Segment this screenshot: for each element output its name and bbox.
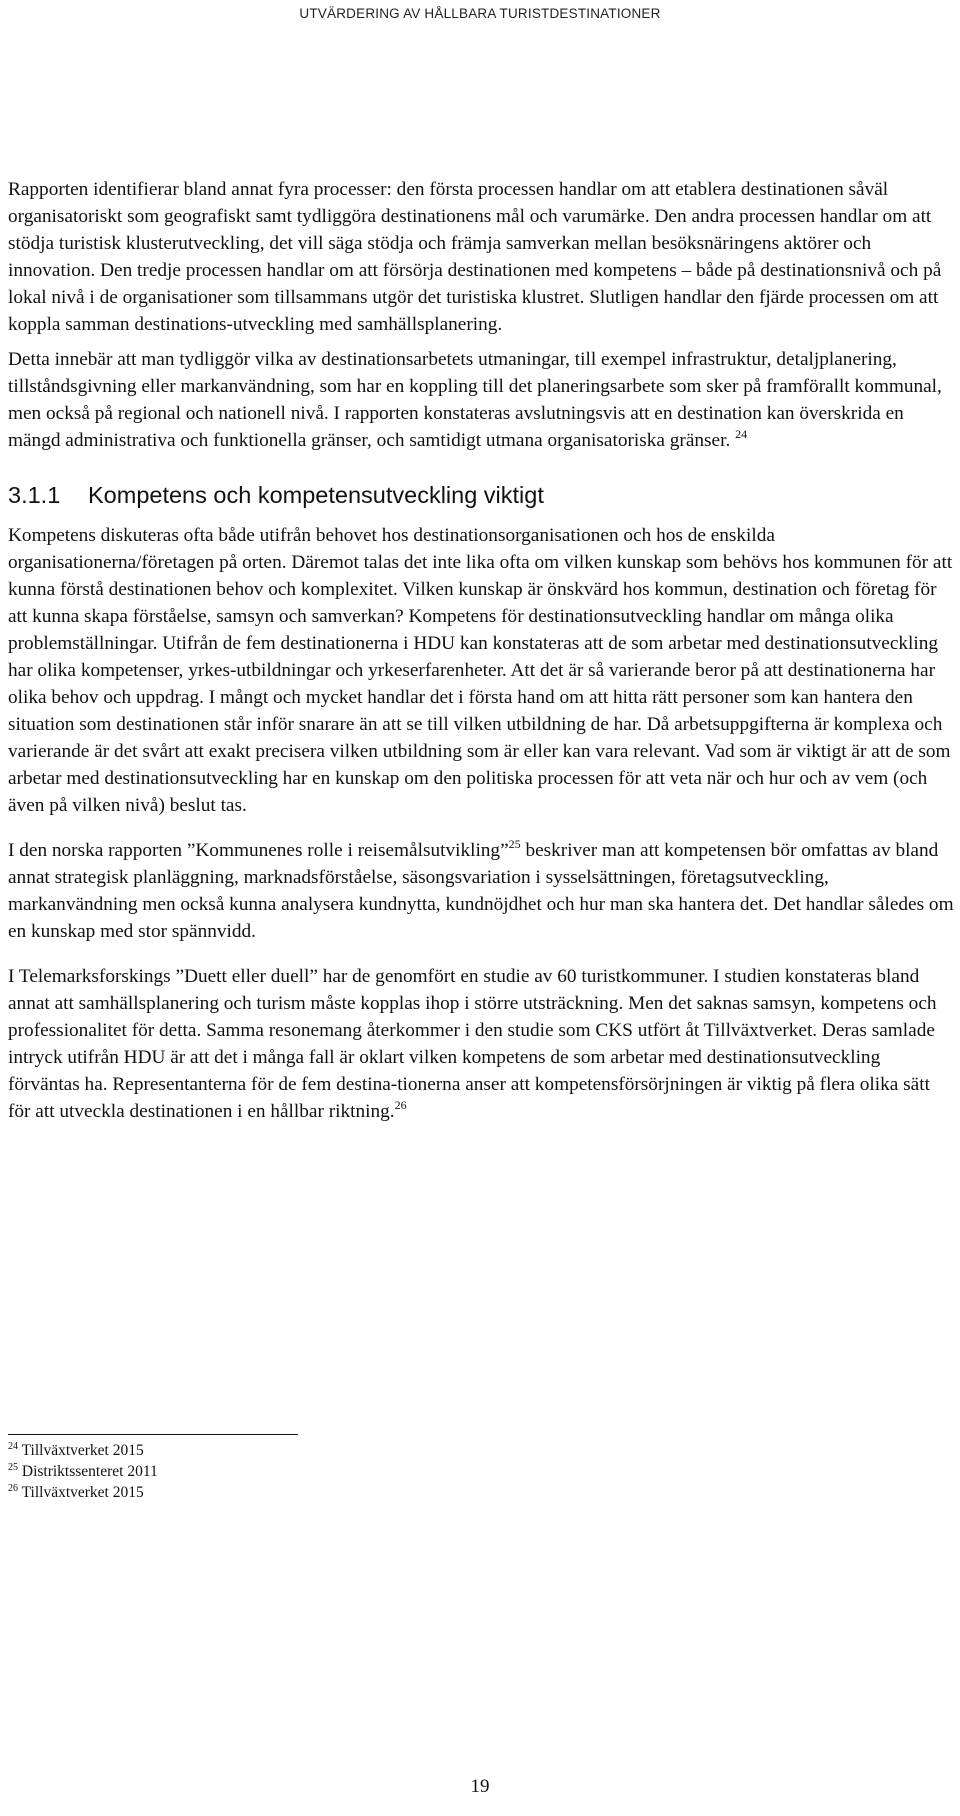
footnote-number: 24 [8,1441,18,1452]
paragraph-norwegian-report [8,837,956,945]
footnote-number: 26 [8,1483,18,1494]
footnote-text: Tillväxtverket 2015 [21,1442,144,1459]
paragraph-norwegian-report-text-1: I den norska rapporten ”Kommunenes rolle i reisemålsutvikling” [8,840,509,861]
footnote-ref-25[interactable]: 25 [508,837,521,851]
running-header: UTVÄRDERING AV HÅLLBARA TURISTDESTINATIONER [299,6,661,21]
footnote-ref-26[interactable]: 26 [394,1098,407,1112]
section-heading [8,480,956,510]
paragraph-competence: Kompetens diskuteras ofta både utifrån behovet hos destinationsorganisationen och hos de enskilda organisationerna/företagen på orten. Däremot talas det inte lika ofta om vilken kunskap som behövs hos kommunen för att kunna förstå destinationen behov och komplexitet. Vilken kunskap är önskvärd hos kommun, destination och företag för att kunna skapa förståelse, samsyn och samverkan? Kompetens för destinationsutveckling handlar om många olika problemställningar. Utifrån de fem destinationerna i HDU kan konstateras att de som arbetar med destinationsutveckling har olika kompetenser, yrkes-utbildningar och yrkeserfarenheter. Att det är så varierande beror på att destinationerna har olika behov och uppdrag. I mångt och mycket handlar det i första hand om att hitta rätt personer som kan hantera den situation som destinationen står inför snarare än att se till vilken utbildning de har. Då arbetsuppgifterna är komplexa och varierande är det svårt att exakt precisera vilken utbildning som är eller kan vara relevant. Vad som är viktigt är att de som arbetar med destinationsutveckling har en kunskap om den politiska processen för att veta när och hur och av vem (och även på vilken nivå) beslut tas. [8,525,953,816]
footnote-item [8,1482,158,1503]
footnote-item [8,1440,158,1461]
footnote-number: 25 [8,1462,18,1473]
footnote-text: Tillväxtverket 2015 [21,1484,144,1501]
footnote-divider [8,1434,298,1435]
footnote-item [8,1461,158,1482]
page-number: 19 [470,1776,490,1797]
paragraph-telemark-text: I Telemarksforskings ”Duett eller duell” har de genomfört en studie av 60 turistkommuner. I studien konstateras bland annat att samhällsplanering och turism måste kopplas ihop i större utsträckning. Men det saknas samsyn, kompetens och professionalitet för detta. Samma resonemang återkommer i den studie som CKS utfört åt Tillväxtverket. Deras samlade intryck utifrån HDU är att det i många fall är oklart vilken kompetens de som arbetar med destinationsutveckling förväntas ha. Representanterna för de fem destina-tionerna anser att kompetensförsörjningen är viktig på flera olika sätt för att utveckla destinationen i en hållbar riktning. [8,966,937,1122]
section-title: Kompetens och kompetensutveckling viktigt [88,482,544,508]
paragraph-implications-text: Detta innebär att man tydliggör vilka av destinationsarbetets utmaningar, till exempel infrastruktur, detaljplanering, tillståndsgivning eller markanvändning, som har en koppling till det planeringsarbete som sker på framförallt kommunal, men också på regional och nationell nivå. I rapporten konstateras avslutningsvis att en destination kan överskrida en mängd administrativa och funktionella gränser, och samtidigt utmana organisatoriska gränser. [8,349,942,451]
paragraph-telemark [8,963,956,1125]
footnote-text: Distriktssenteret 2011 [21,1463,158,1480]
body-text [8,176,956,1143]
paragraph-processes: Rapporten identifierar bland annat fyra processer: den första processen handlar om att etablera destinationen såväl organisatoriskt som geografiskt samt tydliggöra destinationens mål och varumärke. Den andra processen handlar om att stödja turistisk klusterutveckling, det vill säga stödja och främja samverkan mellan besöksnäringens aktörer och innovation. Den tredje processen handlar om att försörja destinationen med kompetens – både på destinationsnivå och på lokal nivå i de organisationer som tillsammans utgör det turistiska klustret. Slutligen handlar den fjärde processen om att koppla samman destinations-utveckling med samhällsplanering. [8,179,942,335]
paragraph-implications [8,346,956,454]
section-number: 3.1.1 [8,482,61,508]
paragraph-norwegian-report-text-2: beskriver man att kompetensen bör omfattas av bland annat strategisk planläggning, marknadsförståelse, säsongsvariation i sysselsättningen, företagsutveckling, markanvändning men också kunna analysera kundnytta, kundnöjdhet och hur man ska hantera det. Det handlar således om en kunskap med stor spännvidd. [8,840,954,942]
footnotes [8,1440,158,1503]
footnote-ref-24[interactable]: 24 [735,427,748,441]
